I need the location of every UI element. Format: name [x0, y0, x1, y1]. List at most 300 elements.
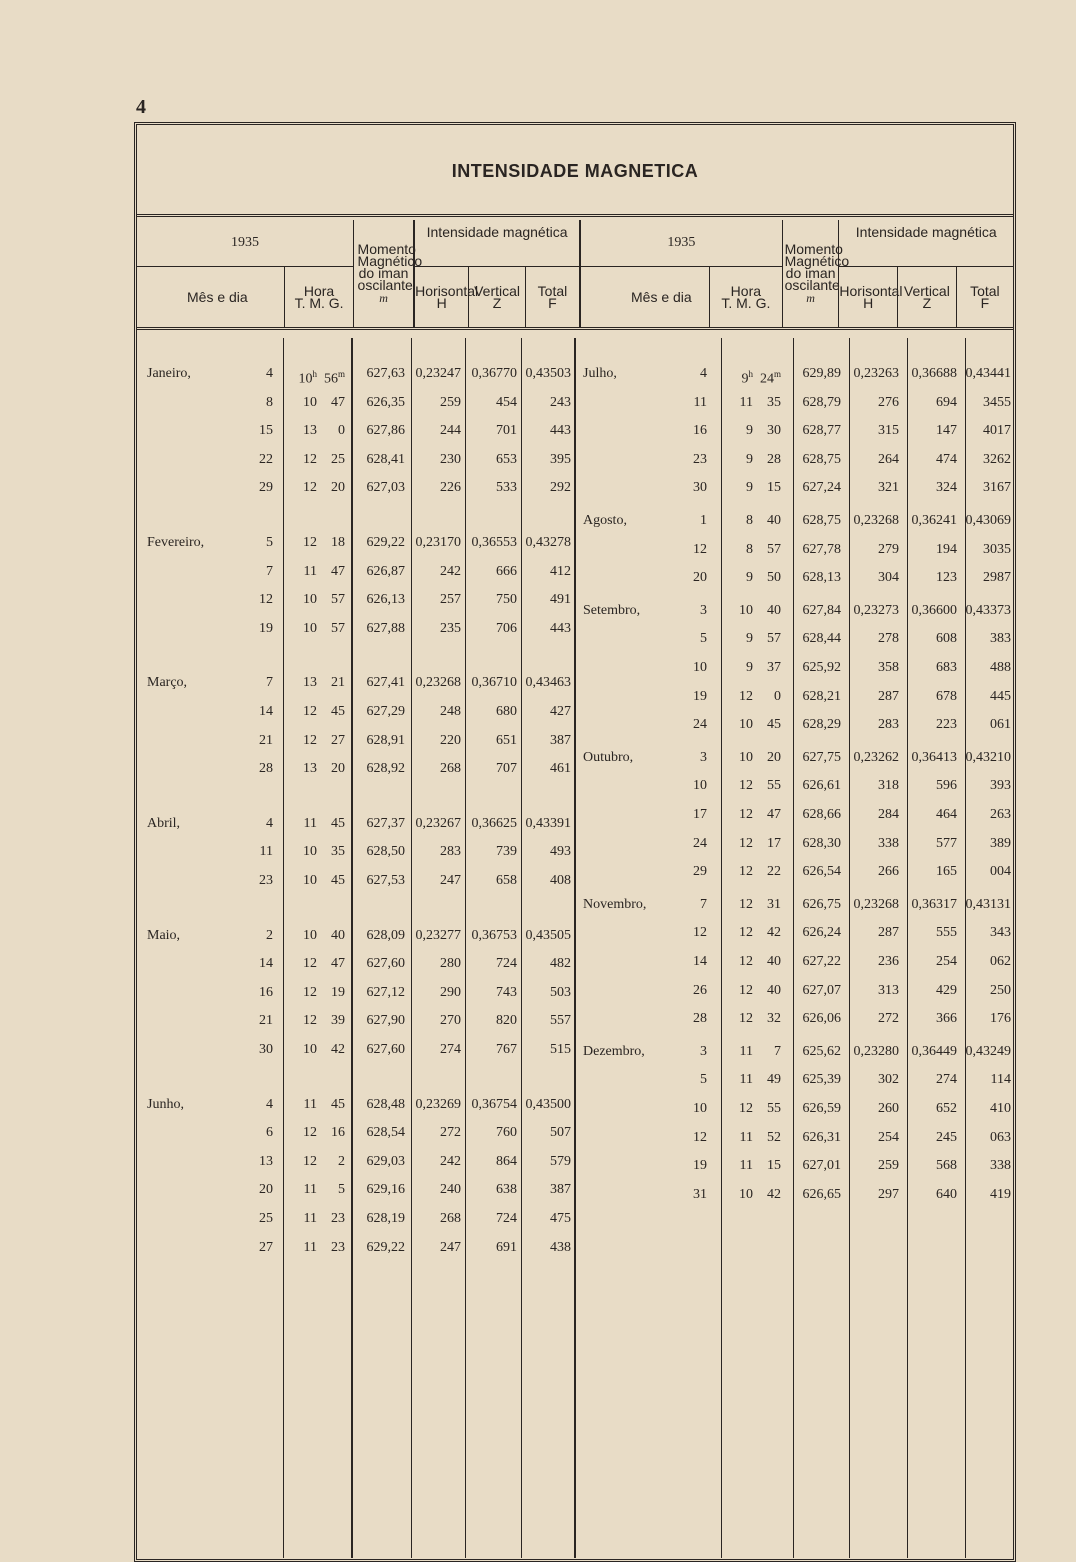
- hour-cell: 11: [739, 1043, 753, 1059]
- horizontal-header-right: Horisontal H: [839, 266, 898, 328]
- hour-cell: 10: [303, 873, 317, 888]
- minute-cell: 19: [331, 984, 345, 1000]
- minute-unit: m: [337, 369, 345, 379]
- hour-cell: 10: [739, 717, 753, 733]
- horizontal-cell: 0,23268: [853, 896, 899, 912]
- total-cell: 443: [550, 620, 571, 636]
- horizontal-cell: 242: [440, 1153, 461, 1169]
- day-cell: 29: [693, 864, 707, 880]
- day-cell: 3: [700, 602, 707, 618]
- horizontal-cell: 358: [878, 660, 899, 675]
- hour-cell: 12: [303, 480, 317, 496]
- minute-cell: 40: [767, 982, 781, 998]
- vertical-cell: 0,36449: [911, 1043, 957, 1059]
- total-cell: 176: [990, 1011, 1011, 1027]
- rule: [521, 338, 522, 1558]
- vertical-cell: 724: [496, 1211, 517, 1226]
- minute-cell: 22: [767, 864, 781, 880]
- total-cell: 114: [990, 1072, 1011, 1088]
- table-row: [137, 669, 575, 698]
- month-cell: Novembro,: [583, 896, 647, 912]
- table-row: [137, 586, 575, 615]
- minute-cell: 37: [767, 660, 781, 675]
- horizontal-cell: 284: [878, 807, 899, 822]
- moment-cell: 628,66: [802, 807, 841, 822]
- month-cell: Dezembro,: [583, 1043, 645, 1059]
- horizontal-cell: 283: [878, 717, 899, 733]
- total-cell: 343: [990, 925, 1011, 941]
- vertical-cell: 820: [496, 1013, 517, 1029]
- hour-cell: 9: [746, 423, 753, 439]
- hour-header-right: Hora T. M. G.: [709, 266, 782, 328]
- minute-cell: 47: [767, 807, 781, 822]
- hour-cell: 12: [739, 925, 753, 941]
- minute-cell: 30: [767, 423, 781, 439]
- table-row: [575, 772, 1013, 801]
- horizontal-cell: 287: [878, 688, 899, 704]
- total-cell: 0,43069: [965, 513, 1011, 528]
- minute-cell: 0: [774, 688, 781, 704]
- vertical-cell: 0,36625: [471, 815, 517, 831]
- minute-cell: 24$^m$: [759, 369, 781, 387]
- total-cell: 0,43505: [525, 927, 571, 943]
- day-cell: 14: [693, 954, 707, 969]
- moment-cell: 626,65: [802, 1186, 841, 1202]
- table-row: [137, 615, 575, 644]
- vertical-cell: 245: [936, 1129, 957, 1145]
- hour-cell: 11: [303, 1182, 317, 1198]
- horizontal-cell: 0,23267: [415, 815, 461, 831]
- moment-cell: 627,63: [366, 366, 405, 381]
- minute-cell: 47: [331, 394, 345, 410]
- total-cell: 3262: [983, 451, 1011, 467]
- table-row: [137, 1119, 575, 1148]
- hour-cell: 12: [303, 704, 317, 719]
- vertical-cell: 223: [936, 717, 957, 733]
- moment-cell: 628,41: [366, 451, 405, 467]
- total-cell: 338: [990, 1158, 1011, 1174]
- hour-cell: 10: [303, 844, 317, 860]
- total-cell: 507: [550, 1125, 571, 1141]
- table-row: [575, 1124, 1013, 1153]
- vertical-cell: 706: [496, 620, 517, 636]
- table-row: [137, 1036, 575, 1065]
- horizontal-cell: 297: [878, 1186, 899, 1202]
- day-cell: 20: [693, 570, 707, 586]
- day-cell: 4: [266, 366, 273, 381]
- vertical-cell: 652: [936, 1101, 957, 1116]
- day-cell: 7: [266, 675, 273, 691]
- moment-cell: 628,21: [802, 688, 841, 704]
- day-cell: 27: [259, 1239, 273, 1255]
- minute-cell: 18: [331, 535, 345, 550]
- table-row: [575, 830, 1013, 859]
- vertical-cell: 0,36754: [471, 1096, 517, 1112]
- moment-cell: 628,13: [802, 570, 841, 586]
- table-row: [575, 858, 1013, 887]
- hour-cell: 13: [303, 423, 317, 439]
- vertical-cell: 596: [936, 778, 957, 794]
- hour-cell: 11: [739, 1072, 753, 1088]
- total-cell: 461: [550, 761, 571, 777]
- table-row: [137, 474, 575, 503]
- intensity-header-right: Intensidade magnética: [839, 220, 1013, 266]
- vertical-cell: 194: [936, 541, 957, 557]
- vertical-cell: 0,36241: [911, 513, 957, 528]
- vertical-cell: 454: [496, 394, 517, 410]
- table-row: [575, 564, 1013, 593]
- hour-cell: 9: [746, 480, 753, 496]
- moment-cell: 628,75: [802, 513, 841, 528]
- minute-cell: 5: [338, 1182, 345, 1198]
- hour-cell: 12: [303, 1013, 317, 1029]
- vertical-cell: 568: [936, 1158, 957, 1174]
- moment-cell: 627,01: [802, 1158, 841, 1174]
- moment-cell: 627,86: [366, 423, 405, 439]
- table-row: [137, 1234, 575, 1263]
- table-row: [575, 1038, 1013, 1067]
- horizontal-cell: 0,23263: [853, 366, 899, 381]
- vertical-header-left: Vertical Z: [469, 266, 526, 328]
- minute-cell: 50: [767, 570, 781, 586]
- horizontal-cell: 270: [440, 1013, 461, 1029]
- hour-cell: 12: [303, 956, 317, 972]
- vertical-cell: 165: [936, 864, 957, 880]
- moment-cell: 626,59: [802, 1101, 841, 1116]
- day-cell: 25: [259, 1211, 273, 1226]
- table-row: [137, 446, 575, 475]
- total-cell: 427: [550, 704, 571, 719]
- hour-unit: h: [312, 369, 317, 379]
- total-cell: 0,43463: [525, 675, 571, 691]
- table-row: [137, 1007, 575, 1036]
- moment-cell: 627,75: [802, 749, 841, 765]
- minute-cell: 20: [767, 749, 781, 765]
- moment-cell: 628,09: [366, 927, 405, 943]
- minute-cell: 57: [331, 620, 345, 636]
- moment-cell: 627,29: [366, 704, 405, 719]
- table-row: [575, 446, 1013, 475]
- vertical-cell: 577: [936, 835, 957, 851]
- table-row: [575, 891, 1013, 920]
- vertical-cell: 147: [936, 423, 957, 439]
- vertical-cell: 658: [496, 873, 517, 888]
- table-row: [137, 755, 575, 784]
- day-cell: 12: [693, 1129, 707, 1145]
- total-cell: 0,43210: [965, 749, 1011, 765]
- horizontal-cell: 268: [440, 761, 461, 777]
- day-cell: 24: [693, 717, 707, 733]
- vertical-cell: 680: [496, 704, 517, 719]
- horizontal-cell: 318: [878, 778, 899, 794]
- vertical-cell: 760: [496, 1125, 517, 1141]
- day-cell: 5: [266, 535, 273, 550]
- moment-cell: 626,13: [366, 592, 405, 608]
- hour-cell: 13: [303, 675, 317, 691]
- horizontal-cell: 272: [440, 1125, 461, 1141]
- table-row: [137, 1091, 575, 1120]
- hour-cell: 10: [739, 602, 753, 618]
- table-row: [575, 711, 1013, 740]
- day-cell: 28: [693, 1011, 707, 1027]
- minute-cell: 27: [331, 732, 345, 748]
- vertical-cell: 123: [936, 570, 957, 586]
- hour-header-left: Hora T. M. G.: [285, 266, 354, 328]
- minute-cell: 20: [331, 761, 345, 777]
- table-row: [575, 1005, 1013, 1034]
- horizontal-cell: 260: [878, 1101, 899, 1116]
- hour-cell: 10: [739, 1186, 753, 1202]
- total-cell: 0,43131: [965, 896, 1011, 912]
- day-cell: 7: [266, 563, 273, 579]
- horizontal-cell: 244: [440, 423, 461, 439]
- horizontal-cell: 0,23262: [853, 749, 899, 765]
- moment-cell: 626,87: [366, 563, 405, 579]
- minute-cell: 23: [331, 1211, 345, 1226]
- horizontal-cell: 247: [440, 1239, 461, 1255]
- hour-unit: h: [748, 369, 753, 379]
- minute-cell: 40: [767, 954, 781, 969]
- horizontal-cell: 321: [878, 480, 899, 496]
- horizontal-cell: 257: [440, 592, 461, 608]
- day-cell: 12: [693, 925, 707, 941]
- hour-cell: 12: [739, 835, 753, 851]
- horizontal-cell: 242: [440, 563, 461, 579]
- horizontal-cell: 0,23268: [415, 675, 461, 691]
- hour-cell: 11: [303, 815, 317, 831]
- total-cell: 475: [550, 1211, 571, 1226]
- minute-cell: 16: [331, 1125, 345, 1141]
- day-cell: 30: [259, 1042, 273, 1057]
- vertical-cell: 254: [936, 954, 957, 969]
- day-cell: 3: [700, 1043, 707, 1059]
- moment-cell: 625,39: [802, 1072, 841, 1088]
- table-row: [137, 810, 575, 839]
- horizontal-cell: 247: [440, 873, 461, 888]
- hour-cell: 12: [739, 1101, 753, 1116]
- minute-cell: 7: [774, 1043, 781, 1059]
- table-row: [575, 1066, 1013, 1095]
- minute-cell: 45: [767, 717, 781, 733]
- minute-cell: 52: [767, 1129, 781, 1145]
- total-cell: 3455: [983, 394, 1011, 410]
- total-cell: 4017: [983, 423, 1011, 439]
- hour-cell: 8: [746, 513, 753, 528]
- total-cell: 0,43391: [525, 815, 571, 831]
- vertical-cell: 750: [496, 592, 517, 608]
- total-header-left: Total F: [525, 266, 580, 328]
- day-cell: 24: [693, 835, 707, 851]
- horizontal-cell: 0,23269: [415, 1096, 461, 1112]
- minute-cell: 35: [767, 394, 781, 410]
- hour-cell: 11: [303, 1211, 317, 1226]
- horizontal-cell: 278: [878, 631, 899, 647]
- total-cell: 393: [990, 778, 1011, 794]
- moment-cell: 627,37: [366, 815, 405, 831]
- total-cell: 061: [990, 717, 1011, 733]
- moment-cell: 628,19: [366, 1211, 405, 1226]
- day-cell: 19: [693, 1158, 707, 1174]
- table-row: [575, 1095, 1013, 1124]
- day-cell: 15: [259, 423, 273, 439]
- minute-cell: 56$^m$: [323, 369, 345, 387]
- total-cell: 443: [550, 423, 571, 439]
- total-cell: 412: [550, 563, 571, 579]
- day-cell: 5: [700, 1072, 707, 1088]
- table-row: [575, 948, 1013, 977]
- moment-cell: 627,07: [802, 982, 841, 998]
- minute-cell: 55: [767, 1101, 781, 1116]
- day-cell: 10: [693, 1101, 707, 1116]
- hour-cell: 8: [746, 541, 753, 557]
- horizontal-cell: 279: [878, 541, 899, 557]
- horizontal-cell: 268: [440, 1211, 461, 1226]
- total-header-right: Total F: [956, 266, 1013, 328]
- vertical-cell: 743: [496, 984, 517, 1000]
- table-row: [137, 417, 575, 446]
- day-cell: 4: [266, 1096, 273, 1112]
- vertical-cell: 429: [936, 982, 957, 998]
- total-cell: 0,43249: [965, 1043, 1011, 1059]
- vertical-cell: 464: [936, 807, 957, 822]
- table-row: [575, 417, 1013, 446]
- month-cell: Julho,: [583, 366, 617, 381]
- day-cell: 22: [259, 451, 273, 467]
- hour-cell: 10: [303, 620, 317, 636]
- table-row: [575, 389, 1013, 418]
- hour-cell: 10: [303, 1042, 317, 1057]
- total-cell: 263: [990, 807, 1011, 822]
- minute-cell: 21: [331, 675, 345, 691]
- horizontal-cell: 230: [440, 451, 461, 467]
- total-cell: 445: [990, 688, 1011, 704]
- total-cell: 493: [550, 844, 571, 860]
- hour-cell: 11: [739, 1129, 753, 1145]
- hour-cell: 12: [303, 535, 317, 550]
- year-header-left: 1935: [137, 220, 353, 266]
- month-cell: Janeiro,: [147, 366, 191, 381]
- table-row: [137, 360, 575, 389]
- table-row: [137, 950, 575, 979]
- horizontal-cell: 313: [878, 982, 899, 998]
- moment-cell: 628,48: [366, 1096, 405, 1112]
- moment-cell: 627,03: [366, 480, 405, 496]
- day-cell: 12: [259, 592, 273, 608]
- table-row: [575, 744, 1013, 773]
- horizontal-cell: 248: [440, 704, 461, 719]
- moment-header-right: Momento Magnético do iman oscilante m: [782, 220, 839, 328]
- horizontal-cell: 254: [878, 1129, 899, 1145]
- minute-cell: 45: [331, 1096, 345, 1112]
- hour-cell: 11: [739, 1158, 753, 1174]
- vertical-cell: 678: [936, 688, 957, 704]
- moment-cell: 627,12: [366, 984, 405, 1000]
- vertical-cell: 767: [496, 1042, 517, 1057]
- hour-cell: 12: [739, 1011, 753, 1027]
- day-cell: 23: [259, 873, 273, 888]
- table-row: [575, 360, 1013, 389]
- moment-cell: 627,60: [366, 1042, 405, 1057]
- hour-cell: 10: [303, 394, 317, 410]
- total-cell: 387: [550, 732, 571, 748]
- vertical-cell: 739: [496, 844, 517, 860]
- day-cell: 19: [693, 688, 707, 704]
- hour-cell: 11: [303, 1096, 317, 1112]
- moment-cell: 627,60: [366, 956, 405, 972]
- hour-cell: 12: [739, 896, 753, 912]
- total-cell: 250: [990, 982, 1011, 998]
- moment-cell: 625,62: [802, 1043, 841, 1059]
- moment-cell: 627,22: [802, 954, 841, 969]
- minute-cell: 32: [767, 1011, 781, 1027]
- table-row: [137, 1148, 575, 1177]
- table-row: [575, 536, 1013, 565]
- minute-cell: 17: [767, 835, 781, 851]
- minute-cell: 28: [767, 451, 781, 467]
- vertical-cell: 640: [936, 1186, 957, 1202]
- table-row: [137, 529, 575, 558]
- hour-cell: 12: [739, 778, 753, 794]
- vertical-header-right: Vertical Z: [898, 266, 957, 328]
- vertical-cell: 0,36553: [471, 535, 517, 550]
- moment-cell: 625,92: [802, 660, 841, 675]
- month-cell: Fevereiro,: [147, 535, 205, 550]
- total-cell: 438: [550, 1239, 571, 1255]
- minute-cell: 15: [767, 480, 781, 496]
- minute-unit: m: [773, 369, 781, 379]
- total-cell: 292: [550, 480, 571, 496]
- day-cell: 28: [259, 761, 273, 777]
- total-cell: 383: [990, 631, 1011, 647]
- day-cell: 1: [700, 513, 707, 528]
- rule: [351, 338, 353, 1558]
- horizontal-cell: 264: [878, 451, 899, 467]
- moment-cell: 627,24: [802, 480, 841, 496]
- month-cell: Maio,: [147, 927, 181, 943]
- table-row: [137, 979, 575, 1008]
- total-cell: 0,43503: [525, 366, 571, 381]
- vertical-cell: 653: [496, 451, 517, 467]
- day-cell: 3: [700, 749, 707, 765]
- total-cell: 3167: [983, 480, 1011, 496]
- total-cell: 488: [990, 660, 1011, 675]
- horizontal-cell: 240: [440, 1182, 461, 1198]
- minute-cell: 57: [767, 541, 781, 557]
- moment-cell: 626,06: [802, 1011, 841, 1027]
- table-row: [575, 977, 1013, 1006]
- month-cell: Outubro,: [583, 749, 634, 765]
- day-cell: 11: [693, 394, 707, 410]
- vertical-cell: 694: [936, 394, 957, 410]
- minute-cell: 45: [331, 704, 345, 719]
- horizontal-cell: 226: [440, 480, 461, 496]
- day-cell: 10: [693, 778, 707, 794]
- moment-cell: 626,35: [366, 394, 405, 410]
- horizontal-cell: 274: [440, 1042, 461, 1057]
- moment-cell: 627,90: [366, 1013, 405, 1029]
- day-cell: 26: [693, 982, 707, 998]
- day-cell: 4: [266, 815, 273, 831]
- hour-cell: 12: [739, 688, 753, 704]
- minute-cell: 45: [331, 873, 345, 888]
- day-cell: 13: [259, 1153, 273, 1169]
- moment-cell: 627,88: [366, 620, 405, 636]
- day-cell: 10: [693, 660, 707, 675]
- rule: [721, 338, 722, 1558]
- hour-cell: 12: [303, 451, 317, 467]
- rule: [283, 338, 284, 1558]
- horizontal-cell: 302: [878, 1072, 899, 1088]
